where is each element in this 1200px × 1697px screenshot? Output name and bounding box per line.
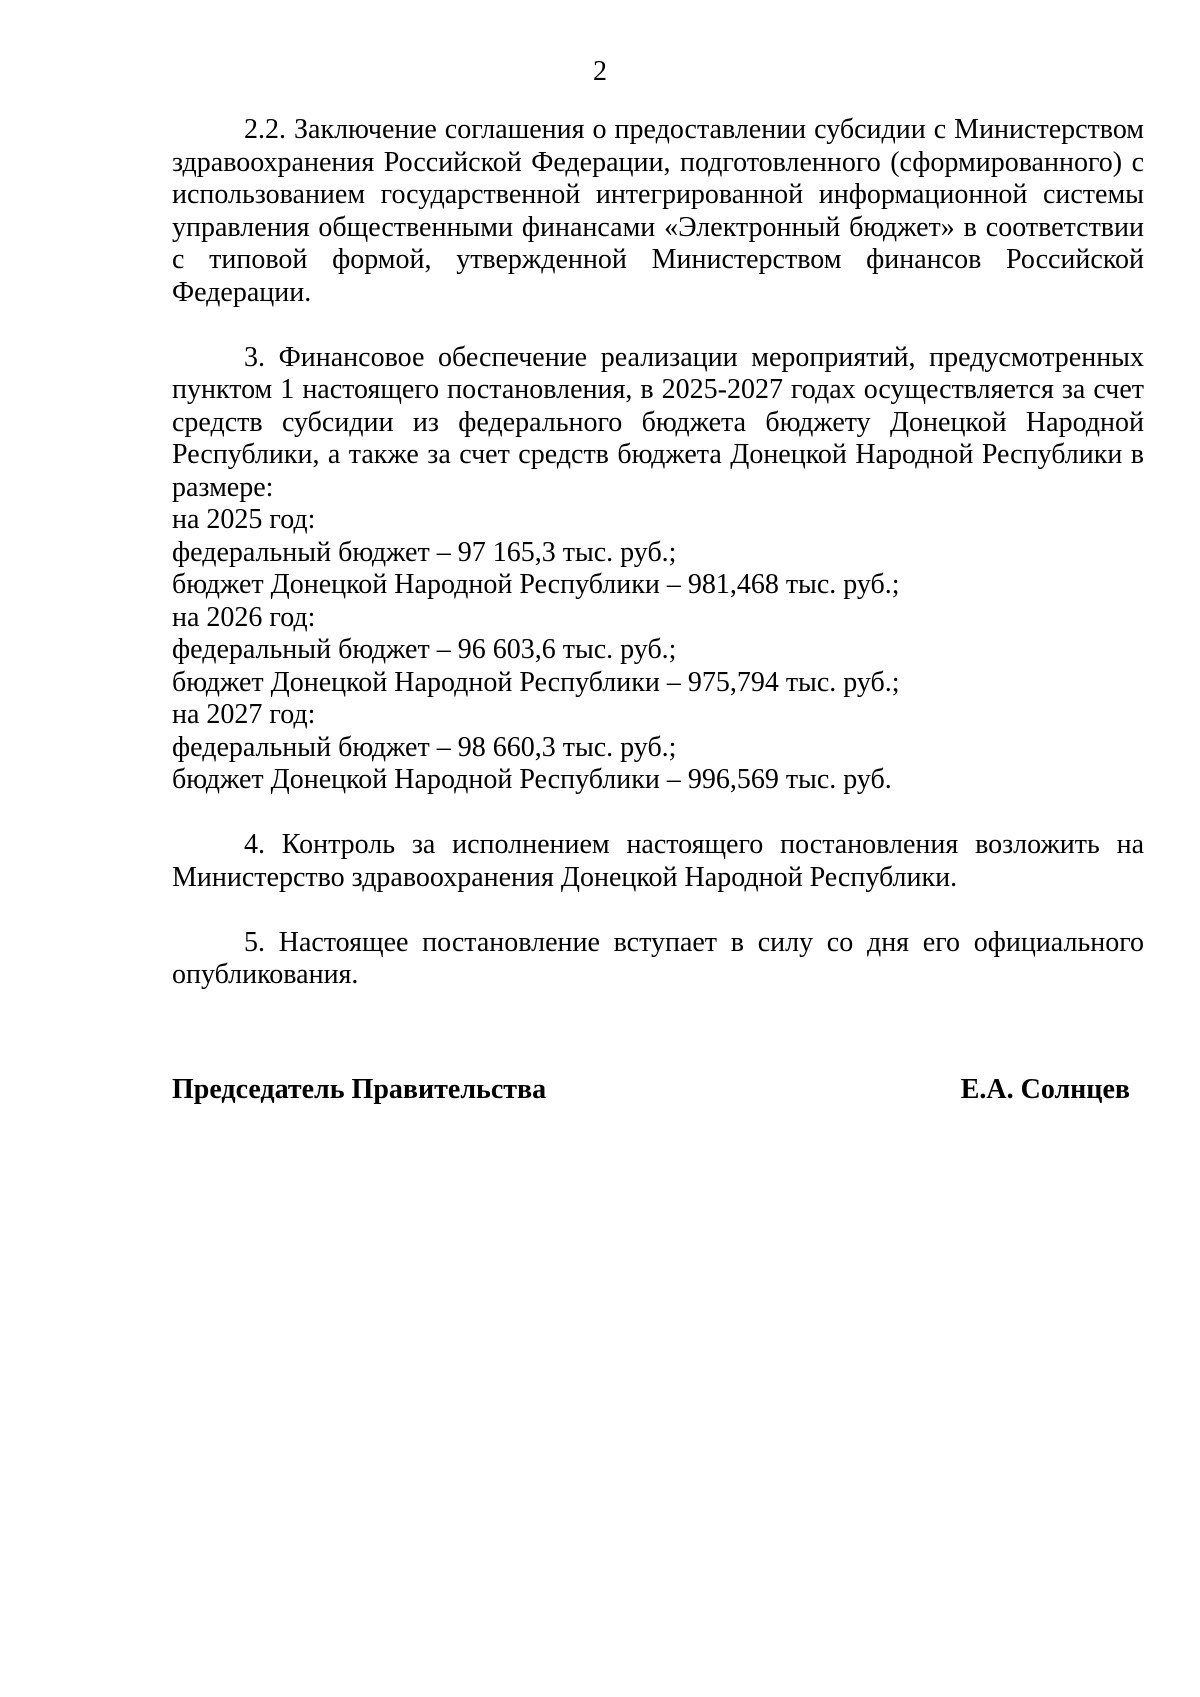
funding-line: на 2027 год: — [172, 699, 316, 730]
funding-line: бюджет Донецкой Народной Республики – 981,468 тыс. руб.; — [172, 569, 900, 600]
funding-line: бюджет Донецкой Народной Республики – 975,794 тыс. руб.; — [172, 666, 900, 698]
signatory-position: Председатель Правительства — [172, 1074, 547, 1105]
funding-line: федеральный бюджет – 96 603,6 тыс. руб.; — [172, 634, 677, 665]
signatory-name: Е.А. Солнцев — [960, 1074, 1130, 1105]
funding-line: федеральный бюджет – 98 660,3 тыс. руб.; — [172, 731, 677, 763]
paragraph-5: 5. Настоящее постановление вступает в силу со дня его официального опубликования. — [172, 926, 1144, 990]
funding-line: федеральный бюджет – 97 165,3 тыс. руб.; — [172, 536, 677, 568]
paragraph-3: 3. Финансовое обеспечение реализации мероприятий, предусмотренных пунктом 1 настоящего постановления, в 2025-2027 годах осуществляется за счет средств субсидии из федерального бюджета бюджету Донецкой Народной Республики, а также за счет средств бюджета Донецкой Народной Республики в размере: — [172, 341, 1144, 503]
page-number: 2 — [593, 56, 607, 87]
funding-line: бюджет Донецкой Народной Республики – 996,569 тыс. руб. — [172, 764, 892, 795]
funding-line: на 2026 год: — [172, 601, 316, 633]
funding-list — [172, 504, 1144, 797]
funding-line: на 2025 год: — [172, 504, 316, 535]
document-body — [172, 114, 1144, 992]
paragraph-4: 4. Контроль за исполнением настоящего постановления возложить на Министерство здравоохранения Донецкой Народной Республики. — [172, 829, 1144, 893]
paragraph-2-2: 2.2. Заключение соглашения о предоставлении субсидии с Министерством здравоохранения Российской Федерации, подготовленного (сформированного) с использованием государственной интегрированной информационной системы управления общественными финансами «Электронный бюджет» в соответствии с типовой формой, утвержденной Министерством финансов Российской Федерации. — [172, 114, 1144, 308]
